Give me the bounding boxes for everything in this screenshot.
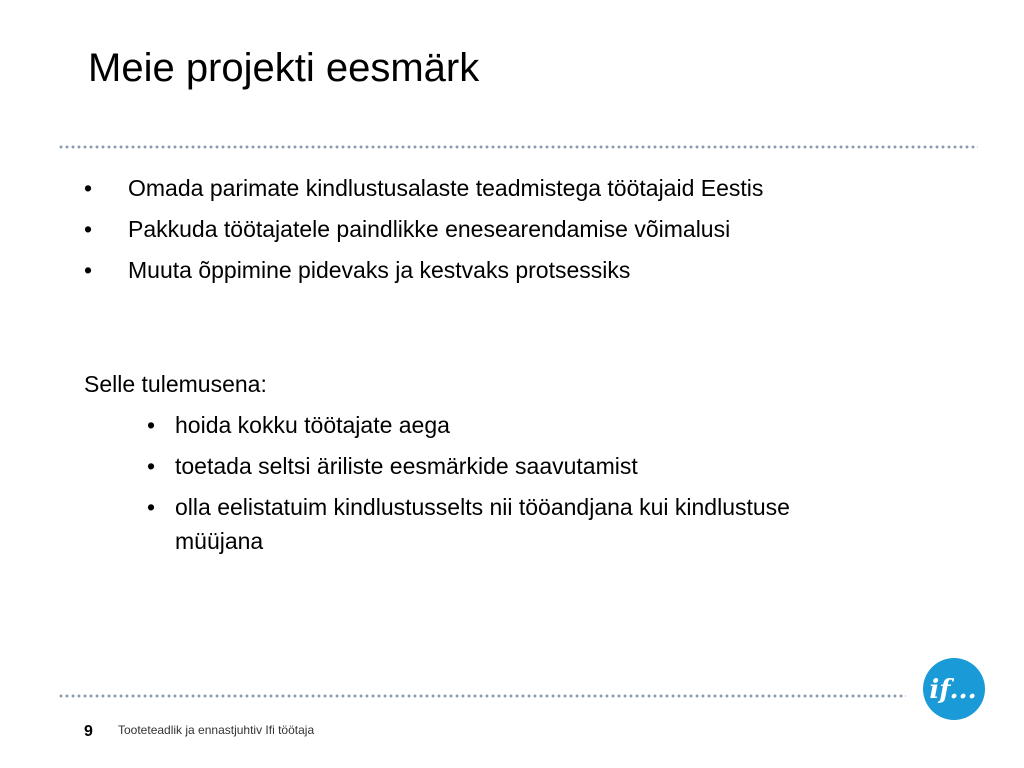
sub-bullet-text: toetada seltsi äriliste eesmärkide saavutamist: [175, 453, 638, 479]
bullet-item: [84, 171, 904, 205]
bottom-dotted-divider: [58, 694, 906, 698]
bullet-text: Pakkuda töötajatele paindlikke enesearendamise võimalusi: [128, 216, 731, 242]
sub-bullet-text: olla eelistatuim kindlustusselts nii tööandjana kui kindlustuse müüjana: [175, 494, 790, 554]
bullet-item: [84, 253, 904, 287]
sub-bullet-marker: •: [147, 453, 156, 479]
sub-bullet-item: [147, 490, 827, 558]
sub-bullet-item: [147, 449, 827, 483]
logo-text: if...: [929, 675, 977, 705]
top-dotted-divider: [58, 145, 978, 149]
if-logo-graphic: [921, 656, 987, 722]
slide-title: Meie projekti eesmärk: [88, 46, 480, 90]
page-number: 9: [84, 723, 93, 740]
sub-bullet-marker: •: [147, 494, 156, 520]
bullet-text: Muuta õppimine pidevaks ja kestvaks protsessiks: [128, 257, 631, 283]
results-bullet-list: [147, 408, 827, 565]
bullet-text: Omada parimate kindlustusalaste teadmistega töötajaid Eestis: [128, 175, 764, 201]
sub-bullet-marker: •: [147, 412, 156, 438]
results-lead-text: Selle tulemusena:: [84, 371, 267, 397]
bullet-marker: •: [84, 216, 93, 242]
bullet-marker: •: [84, 175, 93, 201]
sub-bullet-text: hoida kokku töötajate aega: [175, 412, 450, 438]
bullet-item: [84, 212, 904, 246]
footer-text: Tooteteadlik ja ennastjuhtiv Ifi töötaja: [118, 723, 315, 737]
bullet-marker: •: [84, 257, 93, 283]
if-logo-icon: [921, 656, 987, 722]
sub-bullet-item: [147, 408, 827, 442]
main-bullet-list: [84, 171, 904, 294]
